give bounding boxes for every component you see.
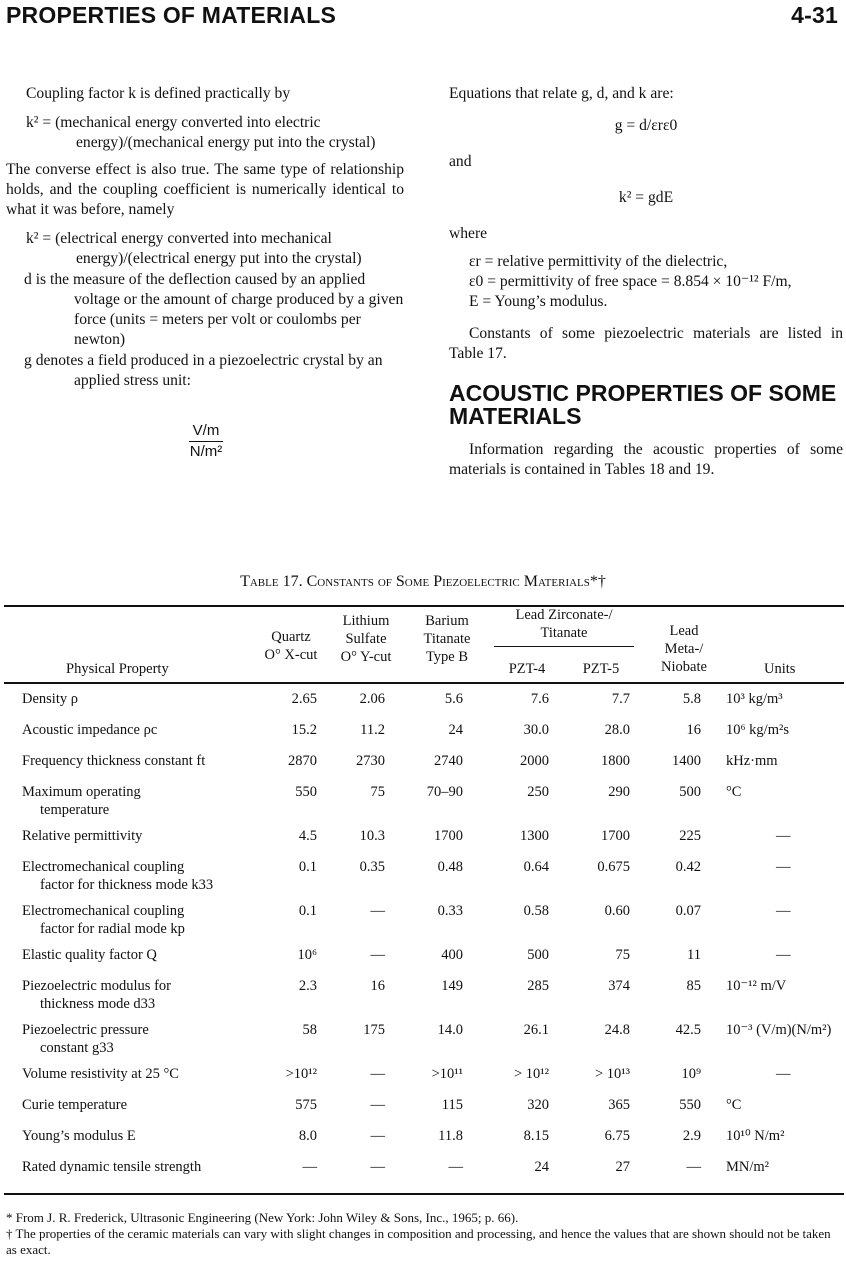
row-value: 58: [302, 1022, 317, 1038]
row-value: 374: [608, 978, 630, 994]
running-header: [6, 2, 838, 32]
table-bottom-rule: [4, 1193, 844, 1195]
header-pzt4: PZT-4: [508, 661, 546, 677]
header-lithium-sulfate: Lithium Sulfate O° Y-cut: [340, 613, 392, 665]
row-property: Volume resistivity at 25 °C: [22, 1066, 179, 1082]
row-value: 115: [441, 1097, 463, 1113]
row-unit: —: [776, 1066, 791, 1082]
row-value: —: [370, 1097, 385, 1113]
row-value: 16: [370, 978, 385, 994]
row-property: Density ρ: [22, 691, 78, 707]
row-value: 14.0: [437, 1022, 463, 1038]
row-value: 10⁶: [297, 947, 317, 963]
fraction-denominator: N/m²: [189, 443, 223, 460]
row-value: 2.9: [682, 1128, 701, 1144]
row-value: 10.3: [359, 828, 385, 844]
row-value: 2000: [520, 753, 549, 769]
table-row: [4, 977, 844, 1013]
row-value: 225: [679, 828, 701, 844]
row-property: Young’s modulus E: [22, 1128, 136, 1144]
row-value: 550: [679, 1097, 701, 1113]
right-paragraph-3: Information regarding the acoustic properties of some materials is contained in Tables 18 and 19.: [449, 441, 843, 478]
table-top-rule: [4, 605, 844, 607]
row-value: 85: [686, 978, 701, 994]
row-value: 2.65: [291, 691, 317, 707]
header-lead-metaniobate: Lead Meta-/ Niobate: [661, 623, 707, 675]
row-value: 2.3: [298, 978, 317, 994]
equation-g: g = d/εrε0: [614, 117, 678, 134]
row-unit: —: [776, 947, 791, 963]
row-value: 290: [608, 784, 630, 800]
row-unit: °C: [726, 1097, 742, 1113]
row-value: 1800: [601, 753, 630, 769]
table-row: [4, 721, 844, 739]
row-unit: 10⁻³ (V/m)(N/m²): [726, 1022, 832, 1038]
k2-definition-2: k² = (electrical energy converted into mechanical energy)/(electrical energy put into the crystal): [26, 230, 362, 267]
row-value: 1300: [520, 828, 549, 844]
row-value: 0.07: [675, 903, 701, 919]
row-value: 0.48: [437, 859, 463, 875]
running-title: PROPERTIES OF MATERIALS: [6, 2, 337, 28]
row-value: 1700: [601, 828, 630, 844]
row-value: 75: [615, 947, 630, 963]
row-value: > 10¹²: [514, 1066, 549, 1082]
where-text: where: [449, 225, 488, 242]
row-value: 75: [370, 784, 385, 800]
row-property: Electromechanical coupling factor for radial mode kp: [22, 903, 185, 937]
row-value: 15.2: [291, 722, 317, 738]
table-row: [4, 827, 844, 845]
header-barium-titanate: Barium Titanate Type B: [423, 613, 471, 665]
row-unit: 10³ kg/m³: [726, 691, 783, 707]
row-value: 42.5: [675, 1022, 701, 1038]
row-value: 8.0: [298, 1128, 317, 1144]
row-value: 28.0: [604, 722, 630, 738]
header-physical-property: Physical Property: [66, 661, 169, 677]
row-value: 0.1: [298, 859, 317, 875]
table-row: [4, 946, 844, 964]
fraction-numerator: V/m: [189, 421, 224, 442]
row-value: 575: [295, 1097, 317, 1113]
row-unit: —: [776, 859, 791, 875]
row-value: 500: [527, 947, 549, 963]
row-property: Electromechanical coupling factor for thickness mode k33: [22, 859, 214, 893]
row-value: 285: [527, 978, 549, 994]
row-value: 11: [687, 947, 701, 963]
row-value: 5.6: [444, 691, 463, 707]
table-row: [4, 783, 844, 819]
row-value: 550: [295, 784, 317, 800]
row-value: 27: [615, 1159, 630, 1175]
row-value: —: [370, 947, 385, 963]
row-value: >10¹²: [285, 1066, 317, 1082]
row-value: 250: [527, 784, 549, 800]
row-property: Rated dynamic tensile strength: [22, 1159, 202, 1175]
row-value: 149: [441, 978, 463, 994]
row-unit: —: [776, 903, 791, 919]
and-text: and: [449, 153, 472, 170]
row-value: 16: [686, 722, 701, 738]
row-value: 8.15: [523, 1128, 549, 1144]
row-unit: 10¹⁰ N/m²: [726, 1128, 785, 1144]
row-value: 0.58: [523, 903, 549, 919]
g-definition: g denotes a field produced in a piezoelectric crystal by an applied stress unit:: [24, 352, 383, 389]
row-property: Relative permittivity: [22, 828, 143, 844]
table-row: [4, 1127, 844, 1145]
k2-definition-1: k² = (mechanical energy converted into electric energy)/(mechanical energy put into the crystal): [26, 114, 376, 151]
def-free-space-permittivity: ε0 = permittivity of free space = 8.854 × 10⁻¹² F/m,: [469, 273, 792, 290]
row-value: 11.8: [438, 1128, 463, 1144]
row-value: 2870: [288, 753, 317, 769]
header-lead-zirconate-titanate: Lead Zirconate-/ Titanate: [494, 606, 634, 647]
row-value: 1700: [434, 828, 463, 844]
row-value: 24: [534, 1159, 549, 1175]
row-value: 1400: [672, 753, 701, 769]
table-caption: Table 17. Constants of Some Piezoelectric Materials*†: [240, 573, 606, 590]
row-value: 6.75: [604, 1128, 630, 1144]
row-value: > 10¹³: [595, 1066, 630, 1082]
row-value: 70–90: [426, 784, 463, 800]
row-unit: 10⁻¹² m/V: [726, 978, 787, 994]
table-row: [4, 1065, 844, 1083]
row-value: 4.5: [298, 828, 317, 844]
row-value: 0.60: [604, 903, 630, 919]
unit-fraction: [6, 421, 406, 462]
row-value: 365: [608, 1097, 630, 1113]
row-value: 11.2: [360, 722, 385, 738]
left-paragraph-1: Coupling factor k is defined practically by: [26, 85, 291, 102]
row-value: —: [302, 1159, 317, 1175]
right-paragraph-2: Constants of some piezoelectric materials are listed in Table 17.: [449, 325, 843, 362]
footnote-properties: † The properties of the ceramic materials can vary with slight changes in composition and processing, and hence the values that are shown should not be taken as exact.: [6, 1226, 831, 1257]
row-property: Maximum operating temperature: [22, 784, 141, 818]
row-value: 0.64: [523, 859, 549, 875]
row-unit: MN/m²: [726, 1159, 770, 1175]
left-column: [6, 84, 404, 462]
row-value: 0.1: [298, 903, 317, 919]
row-value: 0.35: [359, 859, 385, 875]
table-row: [4, 690, 844, 708]
row-value: —: [448, 1159, 463, 1175]
left-paragraph-2: The converse effect is also true. The same type of relationship holds, and the coupling coefficient is numerically identical to what it was before, namely: [6, 161, 404, 218]
row-value: 7.7: [611, 691, 630, 707]
d-definition: d is the measure of the deflection caused by an applied voltage or the amount of charge produced by a given force (units = meters per volt or coulombs per newton): [24, 271, 404, 348]
row-value: 500: [679, 784, 701, 800]
row-value: 26.1: [523, 1022, 549, 1038]
def-relative-permittivity: εr = relative permittivity of the dielectric,: [469, 253, 728, 270]
row-unit: —: [776, 828, 791, 844]
table-row: [4, 1158, 844, 1176]
row-value: 0.675: [597, 859, 630, 875]
footnote-source: * From J. R. Frederick, Ultrasonic Engineering (New York: John Wiley & Sons, Inc., 1965; p. 66).: [6, 1210, 519, 1225]
row-value: >10¹¹: [431, 1066, 463, 1082]
table-header-rule: [4, 682, 844, 684]
table-row: [4, 902, 844, 938]
row-value: —: [686, 1159, 701, 1175]
row-property: Elastic quality factor Q: [22, 947, 157, 963]
row-value: 30.0: [523, 722, 549, 738]
row-property: Curie temperature: [22, 1097, 128, 1113]
row-unit: 10⁶ kg/m²s: [726, 722, 789, 738]
page-number: 4-31: [791, 2, 838, 28]
row-value: 2730: [356, 753, 385, 769]
row-unit: °C: [726, 784, 742, 800]
table-row: [4, 752, 844, 770]
table-row: [4, 1096, 844, 1114]
row-value: —: [370, 903, 385, 919]
row-property: Piezoelectric pressure constant g33: [22, 1022, 149, 1056]
row-value: 175: [363, 1022, 385, 1038]
table-header: [4, 607, 844, 682]
row-value: —: [370, 1128, 385, 1144]
footnotes: [6, 1210, 842, 1258]
right-column: [449, 84, 843, 480]
header-pzt5: PZT-5: [582, 661, 620, 677]
header-quartz: Quartz O° X-cut: [264, 629, 318, 663]
row-unit: kHz·mm: [726, 753, 778, 769]
section-heading: ACOUSTIC PROPERTIES OF SOME MATERIALS: [449, 380, 837, 429]
row-value: 7.6: [530, 691, 549, 707]
right-paragraph-1: Equations that relate g, d, and k are:: [449, 85, 674, 102]
row-value: —: [370, 1159, 385, 1175]
table-row: [4, 858, 844, 894]
row-value: 2740: [434, 753, 463, 769]
row-value: 400: [441, 947, 463, 963]
row-value: 0.42: [675, 859, 701, 875]
row-value: 10⁹: [681, 1066, 701, 1082]
table-row: [4, 1021, 844, 1057]
row-property: Frequency thickness constant ft: [22, 753, 206, 769]
row-property: Piezoelectric modulus for thickness mode d33: [22, 978, 171, 1012]
equation-k2: k² = gdE: [618, 189, 674, 206]
row-value: 24.8: [604, 1022, 630, 1038]
row-value: 2.06: [359, 691, 385, 707]
row-value: 24: [448, 722, 463, 738]
row-value: 5.8: [682, 691, 701, 707]
row-property: Acoustic impedance ρc: [22, 722, 158, 738]
symbol-definitions: [449, 252, 843, 312]
row-value: —: [370, 1066, 385, 1082]
header-units: Units: [764, 661, 796, 677]
row-value: 0.33: [437, 903, 463, 919]
def-youngs-modulus: E = Young’s modulus.: [469, 293, 608, 310]
row-value: 320: [527, 1097, 549, 1113]
